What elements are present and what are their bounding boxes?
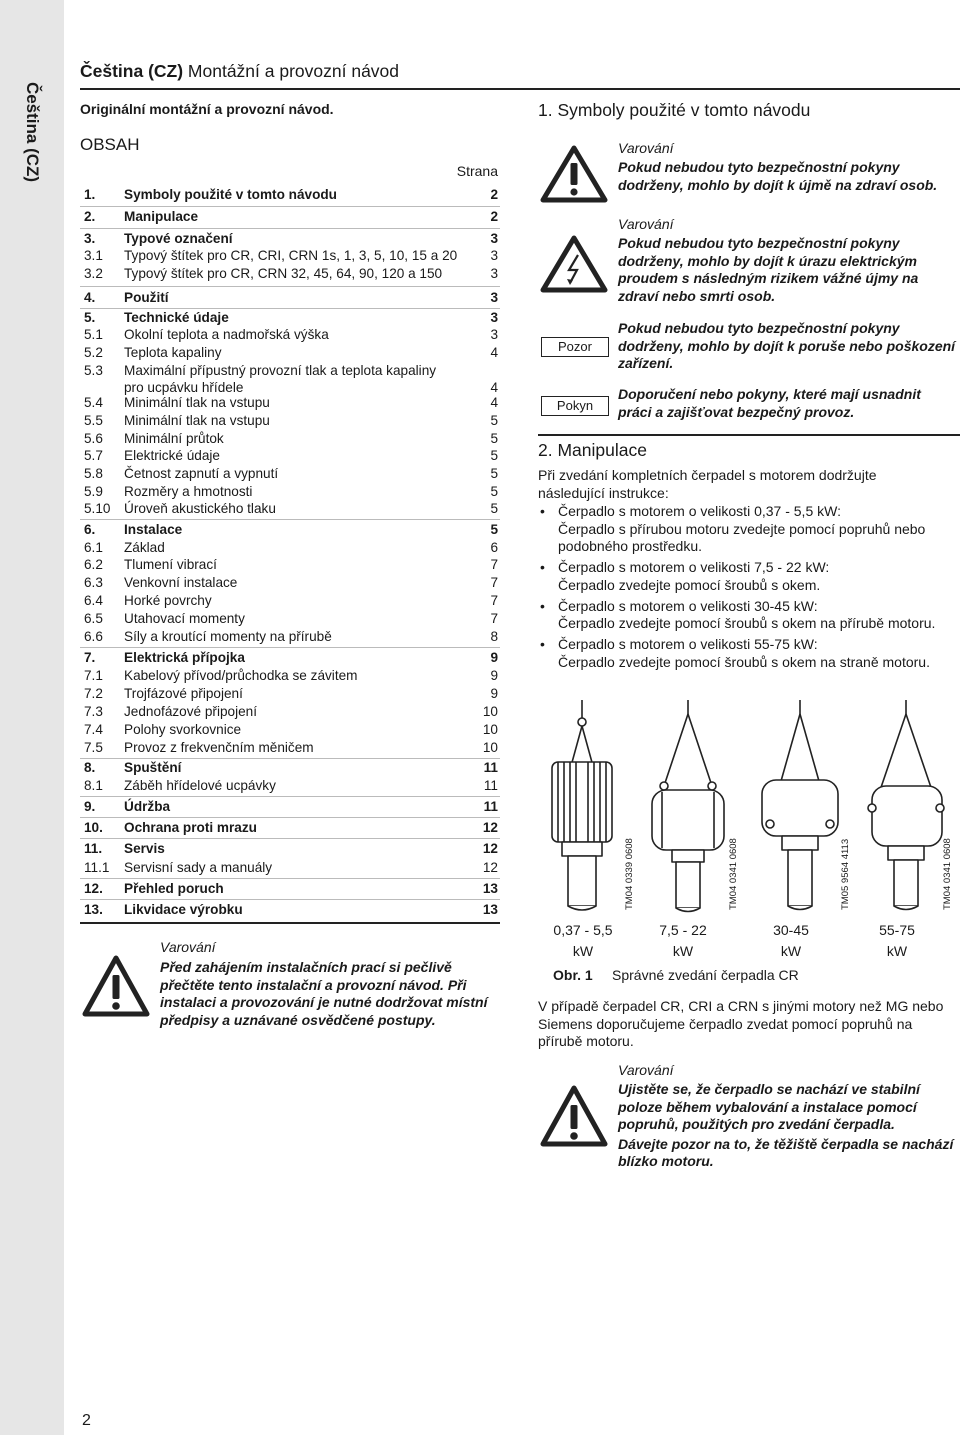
toc-row-page: 2	[490, 209, 498, 224]
pump-illustration-3	[762, 700, 838, 910]
sidebar-language-label: Čeština (CZ)	[23, 81, 42, 183]
toc-row-page: 6	[490, 540, 498, 555]
lifting-instructions-list	[538, 503, 958, 675]
caption-range: 0,37 - 5,5	[553, 922, 613, 938]
toc-separator	[80, 878, 500, 879]
toc-row-number: 2.	[84, 209, 96, 224]
toc-row-title	[124, 521, 464, 538]
toc-row-title	[124, 592, 464, 609]
list-item	[538, 503, 958, 556]
toc-row-title-text: Jednofázové připojení	[124, 704, 258, 719]
toc-row-number: 5.10	[84, 501, 111, 516]
toc-row-page: 5	[490, 448, 498, 463]
toc-row-title-text: Maximální přípustný provozní tlak a teplota kapaliny	[124, 363, 437, 378]
toc-row-title	[124, 880, 464, 897]
toc-row-title-text: Četnost zapnutí a vypnutí	[124, 466, 279, 481]
bullet-line-1: • Čerpadlo s motorem o velikosti 7,5 - 22 kW:	[558, 559, 830, 575]
toc-row-title-text: Úroveň akustického tlaku	[124, 501, 276, 516]
toc-row-title	[124, 721, 464, 738]
toc-row-title	[124, 685, 464, 702]
toc-row-title	[124, 230, 464, 247]
toc-row-page: 13	[482, 881, 498, 896]
pozor-block	[618, 320, 958, 373]
pump-illustration-2	[652, 700, 724, 912]
toc-row-title	[124, 247, 464, 264]
toc-page-column-label: Strana	[456, 163, 498, 179]
toc-row-title	[124, 265, 464, 282]
page-number: 2	[82, 1412, 91, 1429]
toc-row-title-text: Minimální tlak na vstupu	[124, 413, 270, 428]
toc-row-number: 11.1	[84, 860, 110, 875]
toc-row-title-text: Použití	[124, 290, 169, 305]
toc-heading: OBSAH	[80, 135, 140, 154]
toc-separator	[80, 308, 500, 309]
warning-1-text: Pokud nebudou tyto bezpečnostní pokyny dodrženy, mohlo by dojít k újmě na zdraví osob.	[618, 159, 938, 193]
warning-triangle-icon	[540, 145, 608, 203]
toc-row-page: 4	[490, 380, 498, 395]
toc-row-number: 10.	[84, 820, 103, 835]
toc-row-title-text: Polohy svorkovnice	[124, 722, 242, 737]
toc-row-title	[124, 412, 464, 429]
toc-row-title	[124, 309, 464, 326]
toc-row-title-text: Technické údaje	[124, 310, 229, 325]
warning-1-label: Varování	[618, 140, 674, 156]
toc-row-number: 7.3	[84, 704, 103, 719]
pozor-text: Pokud nebudou tyto bezpečnostní pokyny dodrženy, mohlo by dojít k poruše nebo poškození zařízení.	[618, 320, 956, 372]
toc-row-number: 7.1	[84, 668, 103, 683]
section1-heading: 1. Symboly použité v tomto návodu	[538, 100, 811, 120]
warning-2-text: Pokud nebudou tyto bezpečnostní pokyny dodrženy, mohlo by dojít k úrazu elektrickým proudem s následným rizikem vážné újmy na zdraví nebo smrti osob.	[618, 235, 919, 304]
toc-row-page: 7	[490, 575, 498, 590]
caption-unit: kW	[886, 943, 908, 959]
toc-row-page: 9	[490, 686, 498, 701]
toc-row-title	[124, 465, 464, 482]
figure-title: Správné zvedání čerpadla CR	[612, 967, 799, 983]
toc-row-title	[124, 430, 464, 447]
pozor-box: Pozor	[541, 337, 609, 357]
toc-row-title	[124, 574, 464, 591]
section1-rule	[538, 88, 960, 90]
toc-row-title	[124, 447, 464, 464]
warning-triangle-icon	[82, 955, 150, 1017]
toc-row-number: 5.1	[84, 327, 103, 342]
toc-row-number: 5.9	[84, 484, 103, 499]
left-warning-label: Varování	[160, 939, 216, 955]
figure-code-2: TM04 0341 0608	[728, 838, 739, 910]
toc-row-number: 5.8	[84, 466, 103, 481]
toc-row-number: 1.	[84, 187, 96, 202]
bullet-line-1: • Čerpadlo s motorem o velikosti 0,37 - 5,5 kW:	[558, 503, 841, 519]
toc-row-title-text: Typové označení	[124, 231, 233, 246]
toc-row-number: 6.6	[84, 629, 103, 644]
toc-row-title	[124, 703, 464, 720]
toc-separator	[80, 206, 500, 207]
toc-row-number: 7.4	[84, 722, 103, 737]
toc-row-title-text: Základ	[124, 540, 165, 555]
toc-row-page: 3	[490, 266, 498, 281]
toc-row-page: 5	[490, 466, 498, 481]
toc-row-number: 6.	[84, 522, 96, 537]
toc-row-page: 11	[483, 799, 498, 814]
toc-row-title	[124, 759, 464, 776]
toc-row-number: 13.	[84, 902, 103, 917]
toc-row-title	[124, 840, 464, 857]
toc-row-title-text: Horké povrchy	[124, 593, 212, 608]
toc-row-number: 7.	[84, 650, 96, 665]
toc-row-title-text: Minimální tlak na vstupu	[124, 395, 270, 410]
toc-row-title-text: Spuštění	[124, 760, 182, 775]
pokyn-text: Doporučení nebo pokyny, které mají usnadnit práci a zajišťovat bezpečný provoz.	[618, 386, 921, 420]
toc-row-number: 3.1	[84, 248, 103, 263]
toc-row-number: 7.2	[84, 686, 103, 701]
toc-row-title	[124, 186, 464, 203]
title-language: Čeština (CZ)	[80, 61, 184, 81]
toc-row-title	[124, 344, 464, 361]
bullet-line-1: • Čerpadlo s motorem o velikosti 30-45 kW:	[558, 597, 818, 614]
pump-lifting-illustration	[538, 700, 958, 915]
toc-separator	[80, 228, 500, 229]
toc-row-title-text: Elektrické údaje	[124, 448, 220, 463]
electric-hazard-icon	[540, 235, 608, 293]
toc-row-title	[124, 649, 464, 666]
figure-code-1: TM04 0339 0608	[624, 838, 635, 910]
toc-separator	[80, 899, 500, 900]
toc-row-page: 7	[490, 593, 498, 608]
toc-row-title-text: Síly a kroutící momenty na přírubě	[124, 629, 332, 644]
toc-row-title-text: Manipulace	[124, 209, 199, 224]
toc-row-page: 2	[490, 187, 498, 202]
toc-row-title-text: Kabelový přívod/průchodka se závitem	[124, 668, 358, 683]
toc-row-title-text: Typový štítek pro CR, CRI, CRN 1s, 1, 3, 5, 10, 15 a 20	[124, 248, 458, 263]
sidebar	[0, 0, 64, 1435]
toc-row-title-text: Tlumení vibrací	[124, 557, 217, 572]
toc-row-title-text: Utahovací momenty	[124, 611, 245, 626]
toc-row-title	[124, 362, 464, 396]
toc-row-title	[124, 667, 464, 684]
toc-row-number: 3.	[84, 231, 96, 246]
toc-row-page: 7	[490, 611, 498, 626]
toc-row-title-text: Servis	[124, 841, 165, 856]
toc-row-title	[124, 289, 464, 306]
toc-row-number: 5.3	[84, 363, 103, 378]
toc-row-page: 12	[482, 841, 498, 856]
toc-row-page: 9	[490, 668, 498, 683]
figure-code-3: TM05 9564 4113	[840, 838, 851, 910]
toc-row-page: 10	[482, 704, 498, 719]
toc-row-number: 5.5	[84, 413, 103, 428]
toc-row-number: 8.1	[84, 778, 103, 793]
toc-row-title-text: Likvidace výrobku	[124, 902, 243, 917]
toc-row-title	[124, 394, 464, 411]
toc-row-title-text: Venkovní instalace	[124, 575, 238, 590]
bullet-line-1: • Čerpadlo s motorem o velikosti 55-75 kW:	[558, 636, 818, 652]
toc-row-page: 3	[490, 248, 498, 263]
toc-row-page: 5	[490, 484, 498, 499]
caption-range: 30-45	[773, 922, 809, 938]
toc-row-number: 9.	[84, 799, 96, 814]
section2-warning-text-2: Dávejte pozor na to, že těžiště čerpadla se nachází blízko motoru.	[618, 1135, 954, 1170]
toc-end-rule	[80, 922, 500, 924]
toc-separator	[80, 796, 500, 797]
section2-intro: Při zvedání kompletních čerpadel s motorem dodržujte následující instrukce:	[538, 467, 877, 501]
warning-2-label: Varování	[618, 216, 674, 232]
toc-row-title	[124, 739, 464, 756]
toc-row-number: 5.4	[84, 395, 103, 410]
toc-row-page: 4	[490, 395, 498, 410]
section1-warning-2	[618, 216, 958, 305]
toc-row-title	[124, 326, 464, 343]
section2-note: V případě čerpadel CR, CRI a CRN s jinými motory než MG nebo Siemens doporučujeme čerpadlo zvedat pomocí popruhů na přírubě motoru.	[538, 998, 944, 1049]
toc-row-title-continuation: pro ucpávku hřídele	[124, 380, 244, 395]
toc-row-number: 6.1	[84, 540, 103, 555]
toc-row-title-text: Teplota kapaliny	[124, 345, 222, 360]
bullet-line-2: Čerpadlo zvedejte pomocí šroubů s okem.	[558, 576, 821, 593]
toc-row-page: 5	[490, 413, 498, 428]
toc-row-title	[124, 798, 464, 815]
toc-row-number: 6.3	[84, 575, 103, 590]
toc-row-title-text: Typový štítek pro CR, CRN 32, 45, 64, 90, 120 a 150	[124, 266, 443, 281]
toc-row-title	[124, 859, 464, 876]
page-title	[80, 61, 399, 82]
toc-row-title-text: Rozměry a hmotnosti	[124, 484, 253, 499]
toc-row-page: 12	[482, 860, 498, 875]
section2-warning-label: Varování	[618, 1062, 674, 1078]
toc-row-title	[124, 610, 464, 627]
toc-row-title-text: Symboly použité v tomto návodu	[124, 187, 337, 202]
toc-row-title	[124, 500, 464, 517]
section2-warning	[618, 1062, 958, 1171]
figure-caption-2	[638, 920, 728, 962]
bullet-line-2: Čerpadlo zvedejte pomocí šroubů s okem na přírubě motoru.	[558, 615, 936, 631]
toc-row-number: 8.	[84, 760, 96, 775]
toc-row-title	[124, 777, 464, 794]
toc-row-number: 7.5	[84, 740, 103, 755]
toc-row-title-text: Instalace	[124, 522, 183, 537]
pump-illustration-1	[552, 700, 612, 910]
left-warning-text: Před zahájením instalačních prací si pečlivě přečtěte tento instalační a provozní návod. Při instalaci a provozování je nutné dodržovat místní předpisy a uznávané osvědčené postupy.	[160, 959, 488, 1028]
toc-row-page: 11	[483, 760, 498, 775]
toc-row-page: 10	[482, 722, 498, 737]
pump-lifting-figure	[538, 700, 958, 915]
toc-row-page: 13	[482, 902, 498, 917]
toc-row-page: 5	[490, 522, 498, 537]
toc-row-title	[124, 556, 464, 573]
toc-row-page: 3	[490, 310, 498, 325]
section2-rule	[538, 434, 960, 436]
toc-row-page: 12	[482, 820, 498, 835]
toc-row-title-text: Přehled poruch	[124, 881, 224, 896]
figure-code-4: TM04 0341 0608	[942, 838, 953, 910]
toc-row-title-text: Údržba	[124, 799, 171, 814]
toc-row-title-text: Servisní sady a manuály	[124, 860, 273, 875]
caption-unit: kW	[572, 943, 594, 959]
toc-row-page: 9	[490, 650, 498, 665]
toc-row-number: 6.2	[84, 557, 103, 572]
toc-separator	[80, 758, 500, 759]
caption-range: 55-75	[879, 922, 915, 938]
toc-row-title-text: Trojfázové připojení	[124, 686, 243, 701]
toc-row-page: 11	[483, 778, 498, 793]
toc-row-title-text: Elektrická přípojka	[124, 650, 245, 665]
warning-triangle-icon	[540, 1085, 608, 1147]
toc-row-number: 5.6	[84, 431, 103, 446]
toc-separator	[80, 817, 500, 818]
toc-row-title	[124, 901, 464, 918]
caption-range: 7,5 - 22	[659, 922, 707, 938]
toc-row-title-text: Záběh hřídelové ucpávky	[124, 778, 276, 793]
page-subtitle: Originální montážní a provozní návod.	[80, 101, 334, 117]
pokyn-block	[618, 386, 958, 421]
pokyn-box: Pokyn	[541, 396, 609, 416]
toc-row-number: 5.	[84, 310, 96, 325]
toc-row-number: 3.2	[84, 266, 103, 281]
list-item	[538, 559, 958, 594]
figure-caption-1	[538, 920, 628, 962]
figure-caption-4	[852, 920, 942, 962]
toc-row-number: 11.	[84, 841, 103, 856]
toc-row-page: 3	[490, 231, 498, 246]
toc-row-title	[124, 483, 464, 500]
toc-row-page: 4	[490, 345, 498, 360]
pump-illustration-4	[868, 700, 944, 910]
toc-row-page: 5	[490, 431, 498, 446]
bullet-line-2: Čerpadlo s přírubou motoru zvedejte pomocí popruhů nebo podobného prostředku.	[558, 520, 926, 554]
list-item	[538, 636, 958, 671]
toc-row-page: 8	[490, 629, 498, 644]
bullet-line-2: Čerpadlo zvedejte pomocí šroubů s okem na straně motoru.	[558, 653, 930, 670]
toc-row-number: 4.	[84, 290, 96, 305]
toc-row-number: 5.7	[84, 448, 103, 463]
toc-row-number: 12.	[84, 881, 103, 896]
toc-row-title-text: Minimální průtok	[124, 431, 224, 446]
toc-separator	[80, 286, 500, 287]
caption-unit: kW	[672, 943, 694, 959]
section1-warning-1	[618, 140, 958, 194]
list-item	[538, 598, 958, 633]
toc-row-page: 3	[490, 327, 498, 342]
toc-row-number: 6.5	[84, 611, 103, 626]
toc-row-number: 6.4	[84, 593, 103, 608]
toc-separator	[80, 838, 500, 839]
title-rest: Montážní a provozní návod	[183, 61, 400, 81]
toc-row-page: 5	[490, 501, 498, 516]
section2-heading: 2. Manipulace	[538, 440, 647, 460]
figure-caption-3	[746, 920, 836, 962]
toc-separator	[80, 647, 500, 648]
toc-separator	[80, 519, 500, 520]
toc-row-number: 5.2	[84, 345, 103, 360]
toc-row-page: 3	[490, 290, 498, 305]
caption-unit: kW	[780, 943, 802, 959]
toc-row-title	[124, 819, 464, 836]
figure-number: Obr. 1	[553, 967, 593, 983]
toc-row-title-text: Provoz z frekvenčním měničem	[124, 740, 314, 755]
toc-row-title	[124, 208, 464, 225]
toc-row-page: 10	[482, 740, 498, 755]
toc-row-title-text: Okolní teplota a nadmořská výška	[124, 327, 329, 342]
section2-warning-text-1: Ujistěte se, že čerpadlo se nachází ve stabilní poloze během vybalování a instalace pomocí popruhů, použitých pro zvedání čerpadla.	[618, 1081, 920, 1133]
toc-row-title-text: Ochrana proti mrazu	[124, 820, 257, 835]
toc-row-page: 7	[490, 557, 498, 572]
toc-row-title	[124, 539, 464, 556]
toc-row-title	[124, 628, 464, 645]
